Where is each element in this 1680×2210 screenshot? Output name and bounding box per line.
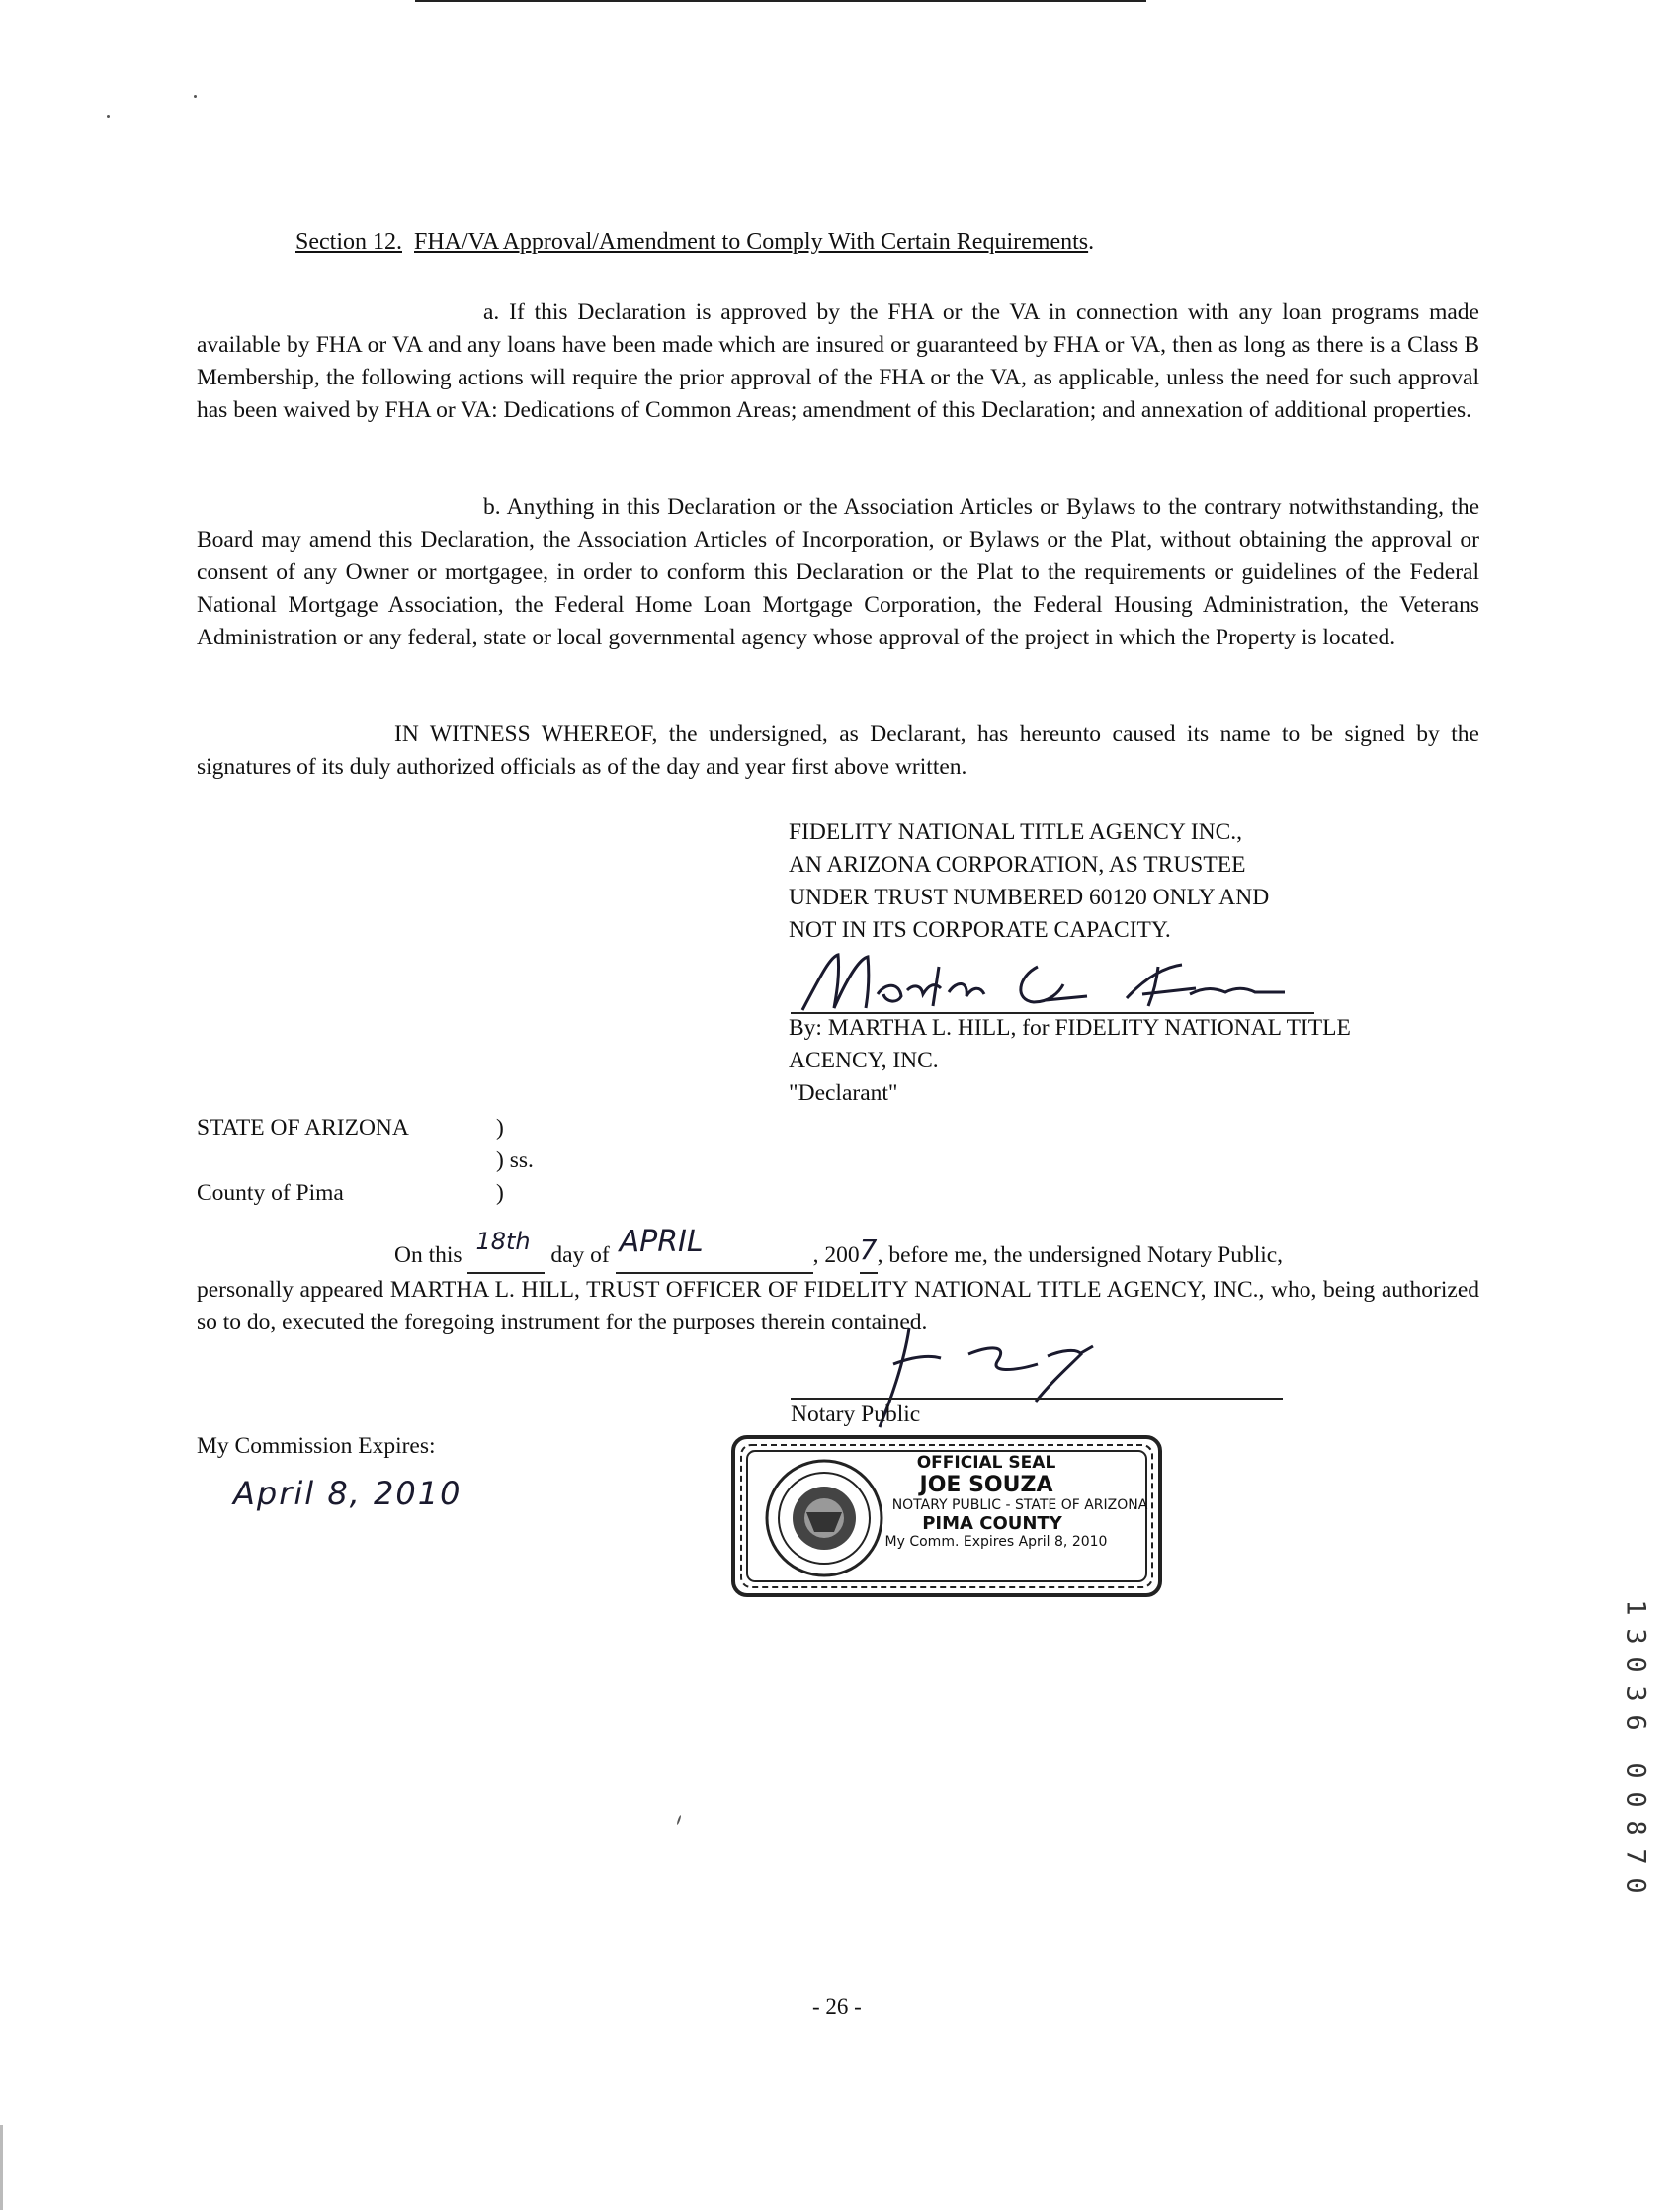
ack-rest-line-1: , before me, the undersigned Notary Public, <box>877 1242 1284 1268</box>
venue-paren: ) <box>496 1115 504 1141</box>
scan-edge <box>0 2125 3 2210</box>
page-number: - 26 - <box>812 1995 862 2019</box>
declarant-line: FIDELITY NATIONAL TITLE AGENCY INC., <box>789 819 1243 845</box>
paragraph-b-text: b. Anything in this Declaration or the Association Articles or Bylaws to the contrary notwithstanding, the Board may amend this Declaration, the Association Articles of Incorporation, or Bylaws or the Plat, without obtaining the approval or consent of any Owner or mortgagee, in order to conform this Declaration or the Plat to the requirements or guidelines of the Federal National Mortgage Association, the Federal Home Loan Mortgage Corporation, the Federal Housing Administration, the Veterans Administration or any federal, state or local governmental agency whose approval of the project in which the Property is located. <box>197 494 1479 650</box>
side-digit: 3 <box>1620 1685 1651 1702</box>
side-digit: 3 <box>1620 1628 1651 1645</box>
ack-rest: personally appeared MARTHA L. HILL, TRUST OFFICER OF FIDELITY NATIONAL TITLE AGENCY, INC., who, being authorized so to do, executed the foregoing instrument for the purposes therein contained. <box>197 1277 1479 1335</box>
side-digit: 1 <box>1620 1599 1651 1616</box>
ack-year-prefix: , 200 <box>812 1242 860 1268</box>
declarant-line: AN ARIZONA CORPORATION, AS TRUSTEE <box>789 852 1246 878</box>
side-digit: 0 <box>1620 1762 1651 1779</box>
paragraph-b <box>197 491 1479 654</box>
side-digit: 8 <box>1620 1820 1651 1836</box>
top-border-rule <box>415 0 1146 2</box>
declarant-role: "Declarant" <box>789 1080 898 1106</box>
paragraph-a <box>197 297 1479 427</box>
ack-day-of: day of <box>550 1242 610 1268</box>
venue-state: STATE OF ARIZONA <box>197 1115 409 1141</box>
side-reference-number <box>1621 1593 1650 1900</box>
by-line: By: MARTHA L. HILL, for FIDELITY NATIONAL TITLE <box>789 1015 1351 1041</box>
seal-title: OFFICIAL SEAL <box>916 1453 1056 1473</box>
declarant-line: UNDER TRUST NUMBERED 60120 ONLY AND <box>789 885 1270 910</box>
commission-label: My Commission Expires: <box>197 1433 436 1459</box>
declarant-signature <box>791 937 1304 1018</box>
year-fill-line <box>859 1233 878 1274</box>
commission-date-handwritten: April 8, 2010 <box>233 1475 462 1512</box>
seal-text <box>729 1453 1164 1550</box>
day-handwritten: 18th <box>475 1228 531 1255</box>
side-digit: 0 <box>1620 1657 1651 1673</box>
notary-signature-line <box>791 1398 1283 1400</box>
venue-county: County of Pima <box>197 1180 344 1206</box>
venue-ss: ) ss. <box>496 1148 534 1173</box>
month-handwritten: APRIL <box>619 1225 704 1259</box>
witness-text: IN WITNESS WHEREOF, the undersigned, as Declarant, has hereunto caused its name to be signed by the signatures of its duly authorized officials as of the day and year first above written. <box>197 722 1479 780</box>
section-number: Section 12. <box>295 229 402 255</box>
declarant-by-block <box>789 1012 1480 1110</box>
seal-state-line: NOTARY PUBLIC - STATE OF ARIZONA <box>891 1497 1148 1513</box>
side-digit: 6 <box>1620 1714 1651 1731</box>
side-digit: 7 <box>1620 1848 1651 1865</box>
month-fill-line <box>616 1225 813 1274</box>
paragraph-a-text: a. If this Declaration is approved by the FHA or the VA in connection with any loan programs made available by FHA or VA and any loans have been made which are insured or guaranteed by FHA or VA, then as long as there is a Class B Membership, the following actions will require the prior approval of the FHA or the VA, as applicable, unless the need for such approval has been waived by FHA or VA: Dedications of Common Areas; amendment of this Declaration; and annexation of additional properties. <box>197 299 1479 423</box>
side-digit: 0 <box>1620 1877 1651 1894</box>
acknowledgment-paragraph <box>197 1225 1479 1339</box>
notary-seal-stamp <box>729 1433 1164 1599</box>
venue-paren: ) <box>496 1180 504 1206</box>
scan-speck <box>107 115 110 118</box>
notary-public-label: Notary Public <box>791 1402 921 1427</box>
ack-on-this: On this <box>394 1242 462 1268</box>
scan-mark <box>676 1815 681 1825</box>
seal-county: PIMA COUNTY <box>922 1513 1062 1534</box>
declarant-line: NOT IN ITS CORPORATE CAPACITY. <box>789 917 1171 943</box>
section-heading: Section 12. FHA/VA Approval/Amendment to Comply With Certain Requirements. <box>295 229 1095 255</box>
year-handwritten: 7 <box>859 1233 878 1266</box>
seal-expires: My Comm. Expires April 8, 2010 <box>884 1534 1108 1550</box>
day-fill-line <box>467 1228 545 1274</box>
witness-clause <box>197 719 1479 784</box>
side-digit: 0 <box>1620 1791 1651 1808</box>
by-line-2: ACENCY, INC. <box>789 1048 939 1073</box>
section-title: FHA/VA Approval/Amendment to Comply With Certain Requirements <box>414 229 1089 255</box>
declarant-block <box>789 816 1269 947</box>
seal-name: JOE SOUZA <box>919 1473 1053 1497</box>
scan-speck <box>194 95 197 98</box>
